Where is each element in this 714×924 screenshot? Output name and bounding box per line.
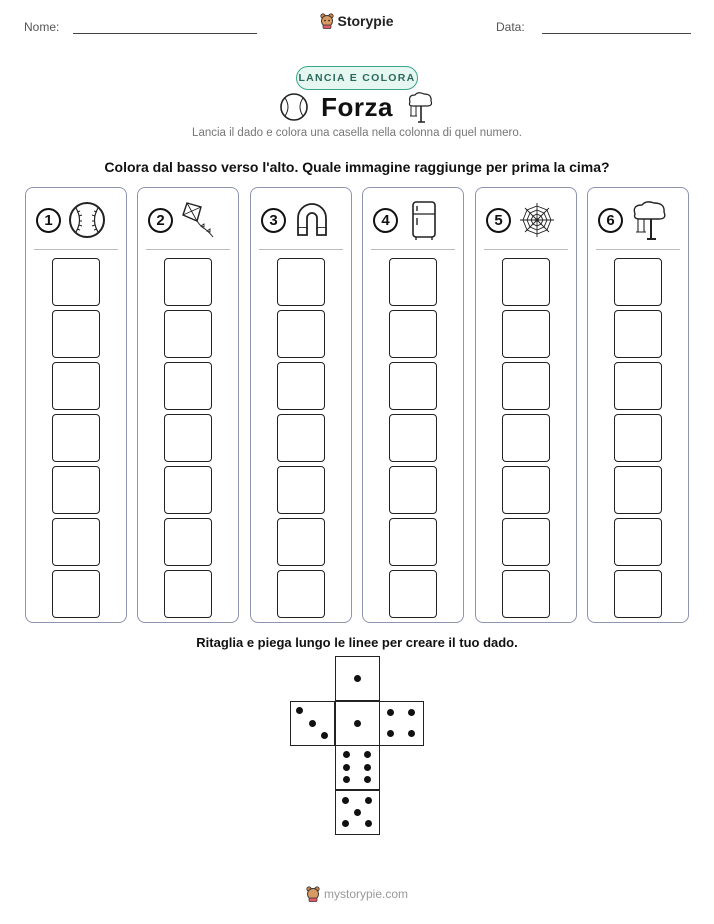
die-pip bbox=[364, 776, 371, 783]
brand bbox=[0, 13, 714, 34]
color-box[interactable] bbox=[277, 518, 325, 566]
die-pip bbox=[408, 709, 415, 716]
activity-badge: LANCIA E COLORA bbox=[296, 66, 418, 90]
column-divider bbox=[259, 249, 343, 250]
brand-name: Storypie bbox=[337, 13, 394, 29]
die-face-5 bbox=[335, 790, 380, 835]
color-box[interactable] bbox=[614, 466, 662, 514]
die-pip bbox=[387, 709, 394, 716]
footer bbox=[0, 886, 714, 902]
color-box[interactable] bbox=[614, 414, 662, 462]
color-box[interactable] bbox=[389, 362, 437, 410]
kite-icon bbox=[179, 199, 219, 241]
color-box[interactable] bbox=[164, 362, 212, 410]
die-pip bbox=[364, 751, 371, 758]
color-box[interactable] bbox=[277, 362, 325, 410]
color-box[interactable] bbox=[52, 518, 100, 566]
color-box[interactable] bbox=[277, 310, 325, 358]
color-box[interactable] bbox=[164, 310, 212, 358]
footer-site[interactable]: mystorypie.com bbox=[323, 887, 409, 901]
color-box[interactable] bbox=[502, 362, 550, 410]
color-box[interactable] bbox=[502, 518, 550, 566]
color-box[interactable] bbox=[614, 258, 662, 306]
die-face-4 bbox=[379, 701, 424, 746]
die-pip bbox=[343, 751, 350, 758]
color-box[interactable] bbox=[502, 310, 550, 358]
die-pip bbox=[365, 820, 372, 827]
baseball-icon bbox=[279, 92, 309, 122]
die-pip bbox=[342, 820, 349, 827]
die-pip bbox=[296, 707, 303, 714]
page-title: Forza bbox=[321, 91, 393, 122]
color-box[interactable] bbox=[52, 310, 100, 358]
die-pip bbox=[309, 720, 316, 727]
die-pip bbox=[365, 797, 372, 804]
color-box[interactable] bbox=[52, 466, 100, 514]
tree-swing-icon bbox=[405, 91, 435, 123]
date-line bbox=[542, 33, 691, 34]
tree-swing-icon bbox=[629, 199, 669, 241]
column-header bbox=[261, 200, 341, 240]
color-box[interactable] bbox=[614, 570, 662, 618]
color-box[interactable] bbox=[52, 570, 100, 618]
column-4 bbox=[362, 187, 464, 623]
column-divider bbox=[146, 249, 230, 250]
storypie-logo-icon bbox=[320, 13, 334, 29]
color-box[interactable] bbox=[389, 414, 437, 462]
color-box[interactable] bbox=[502, 466, 550, 514]
color-box[interactable] bbox=[502, 570, 550, 618]
magnet-icon bbox=[292, 200, 332, 240]
name-label: Nome: bbox=[24, 20, 60, 34]
baseball-icon bbox=[67, 200, 107, 240]
die-face-6 bbox=[335, 745, 380, 790]
color-box[interactable] bbox=[164, 466, 212, 514]
column-header bbox=[486, 200, 566, 240]
color-box[interactable] bbox=[277, 466, 325, 514]
color-box[interactable] bbox=[277, 258, 325, 306]
column-header bbox=[598, 200, 678, 240]
color-box[interactable] bbox=[389, 310, 437, 358]
column-number: 6 bbox=[598, 208, 623, 233]
color-box[interactable] bbox=[164, 518, 212, 566]
column-divider bbox=[596, 249, 680, 250]
column-number: 5 bbox=[486, 208, 511, 233]
color-box[interactable] bbox=[389, 466, 437, 514]
color-box[interactable] bbox=[52, 258, 100, 306]
column-header bbox=[373, 200, 453, 240]
die-face-1 bbox=[335, 656, 380, 701]
cut-instruction: Ritaglia e piega lungo le linee per creare il tuo dado. bbox=[196, 635, 518, 650]
die-face-1 bbox=[335, 701, 380, 746]
column-divider bbox=[34, 249, 118, 250]
color-box[interactable] bbox=[52, 414, 100, 462]
color-box[interactable] bbox=[164, 414, 212, 462]
column-number: 1 bbox=[36, 208, 61, 233]
refrigerator-icon bbox=[404, 199, 444, 241]
column-number: 2 bbox=[148, 208, 173, 233]
color-box[interactable] bbox=[614, 518, 662, 566]
spiderweb-icon bbox=[517, 200, 557, 240]
column-header bbox=[148, 200, 228, 240]
color-box[interactable] bbox=[614, 362, 662, 410]
date-label: Data: bbox=[496, 20, 525, 34]
die-pip bbox=[408, 730, 415, 737]
column-5 bbox=[475, 187, 577, 623]
color-box[interactable] bbox=[389, 518, 437, 566]
column-number: 4 bbox=[373, 208, 398, 233]
title-row bbox=[0, 92, 714, 122]
storypie-logo-icon bbox=[306, 886, 320, 902]
die-pip bbox=[343, 764, 350, 771]
column-number: 3 bbox=[261, 208, 286, 233]
color-box[interactable] bbox=[389, 258, 437, 306]
column-3 bbox=[250, 187, 352, 623]
color-box[interactable] bbox=[277, 414, 325, 462]
die-pip bbox=[354, 720, 361, 727]
subtitle: Lancia il dado e colora una casella nella colonna di quel numero. bbox=[192, 127, 522, 139]
color-box[interactable] bbox=[277, 570, 325, 618]
color-box[interactable] bbox=[52, 362, 100, 410]
die-pip bbox=[364, 764, 371, 771]
column-2 bbox=[137, 187, 239, 623]
color-box[interactable] bbox=[389, 570, 437, 618]
die-pip bbox=[387, 730, 394, 737]
color-box[interactable] bbox=[164, 570, 212, 618]
color-box[interactable] bbox=[164, 258, 212, 306]
column-divider bbox=[371, 249, 455, 250]
die-pip bbox=[342, 797, 349, 804]
column-1 bbox=[25, 187, 127, 623]
die-pip bbox=[321, 732, 328, 739]
die-pip bbox=[354, 675, 361, 682]
die-pip bbox=[354, 809, 361, 816]
die-pip bbox=[343, 776, 350, 783]
color-box[interactable] bbox=[502, 258, 550, 306]
instruction: Colora dal basso verso l'alto. Quale immagine raggiunge per prima la cima? bbox=[104, 159, 610, 175]
color-box[interactable] bbox=[614, 310, 662, 358]
column-header bbox=[36, 200, 116, 240]
color-box[interactable] bbox=[502, 414, 550, 462]
column-divider bbox=[484, 249, 568, 250]
column-6 bbox=[587, 187, 689, 623]
die-face-3 bbox=[290, 701, 335, 746]
